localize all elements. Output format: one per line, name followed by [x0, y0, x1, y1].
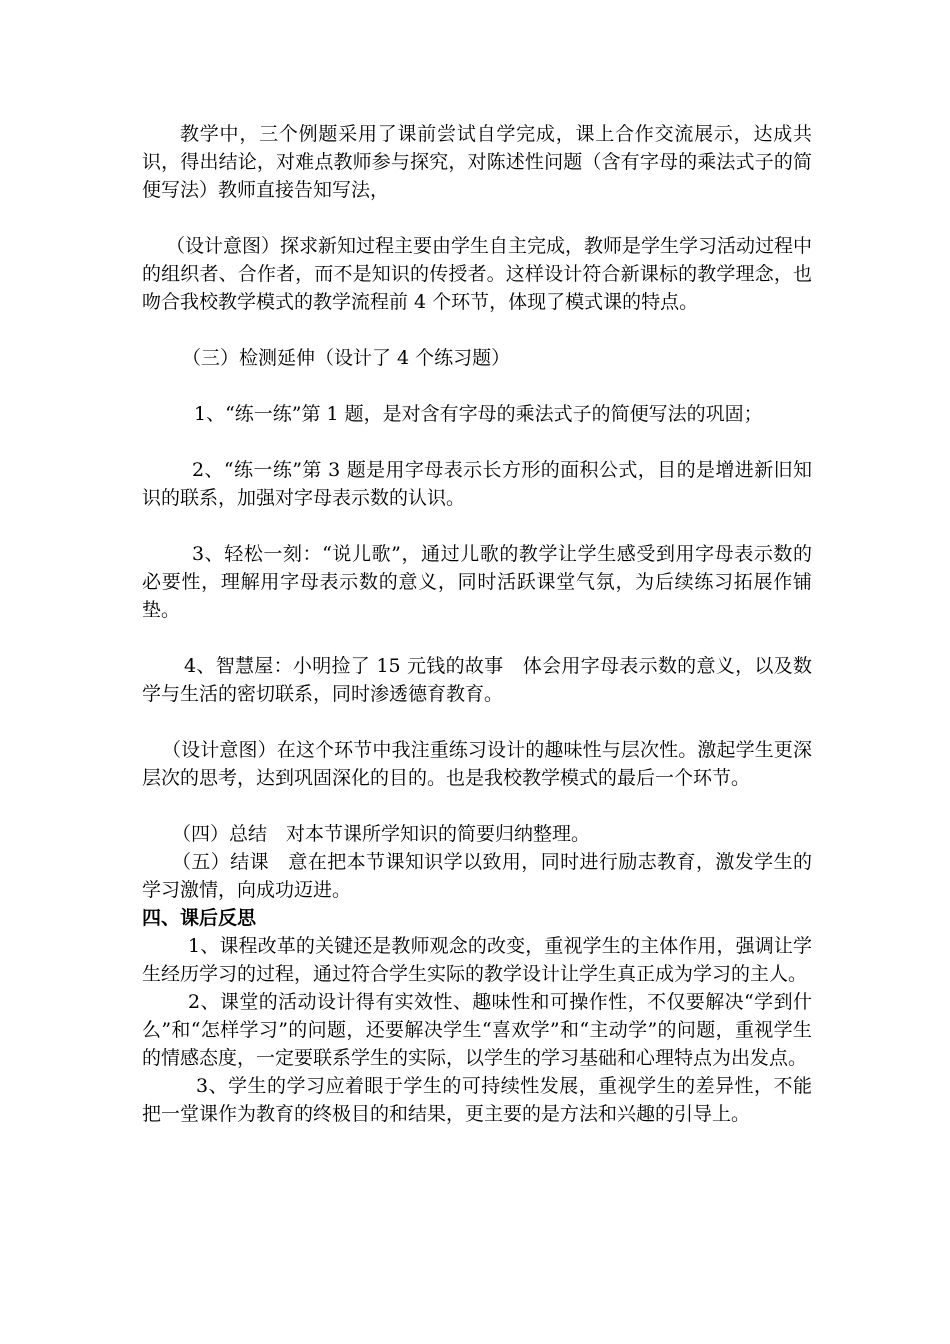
reflection-item-3: 3、学生的学习应着眼于学生的可持续性发展，重视学生的差异性，不能把一堂课作为教育的终极目的和结果，更主要的是方法和兴趣的引导上。 — [142, 1075, 812, 1125]
exercise-item-3: 3、轻松一刻：“说儿歌”，通过儿歌的教学让学生感受到用字母表示数的必要性，理解用字母表示数的意义，同时活跃课堂气氛，为后续练习拓展作铺垫。 — [142, 543, 812, 621]
exercise-item-1: 1、“练一练”第 1 题，是对含有字母的乘法式子的简便写法的巩固； — [194, 403, 763, 425]
reflection-item-2: 2、课堂的活动设计得有实效性、趣味性和可操作性，不仅要解决“学到什么”和“怎样学习”的问题，还要解决学生“喜欢学”和“主动学”的问题，重视学生的情感态度，一定要联系学生的实际，以学生的学习基础和心理特点为出发点。 — [142, 991, 812, 1069]
exercise-item-4: 4、智慧屋：小明捡了 15 元钱的故事 体会用字母表示数的意义，以及数学与生活的密切联系，同时渗透德育教育。 — [142, 655, 812, 705]
document-page — [142, 120, 812, 1128]
section-three-title: （三）检测延伸（设计了 4 个练习题） — [182, 347, 511, 369]
reflection-item-1: 1、课程改革的关键还是教师观念的改变，重视学生的主体作用，强调让学生经历学习的过程，通过符合学生实际的教学设计让学生真正成为学习的主人。 — [142, 935, 812, 985]
paragraph-design-intent-2: （设计意图）在这个环节中我注重练习设计的趣味性与层次性。激起学生更深层次的思考，达到巩固深化的目的。也是我校教学模式的最后一个环节。 — [142, 739, 812, 789]
paragraph-teaching-process: 教学中，三个例题采用了课前尝试自学完成，课上合作交流展示，达成共识，得出结论，对难点教师参与探究，对陈述性问题（含有字母的乘法式子的简便写法）教师直接告知写法， — [142, 123, 812, 201]
section-four-summary: （四）总结 对本节课所学知识的简要归纳整理。 — [172, 823, 591, 845]
paragraph-design-intent-1: （设计意图）探求新知过程主要由学生自主完成，教师是学生学习活动过程中的组织者、合作者，而不是知识的传授者。这样设计符合新课标的教学理念，也吻合我校教学模式的教学流程前 4 个环节，体现了模式课的特点。 — [142, 235, 813, 313]
exercise-item-2: 2、“练一练”第 3 题是用字母表示长方形的面积公式，目的是增进新旧知识的联系，加强对字母表示数的认识。 — [142, 459, 812, 509]
section-five-closing: （五）结课 意在把本节课知识学以致用，同时进行励志教育，激发学生的学习激情，向成功迈进。 — [142, 851, 812, 901]
reflection-heading: 四、课后反思 — [142, 907, 257, 929]
